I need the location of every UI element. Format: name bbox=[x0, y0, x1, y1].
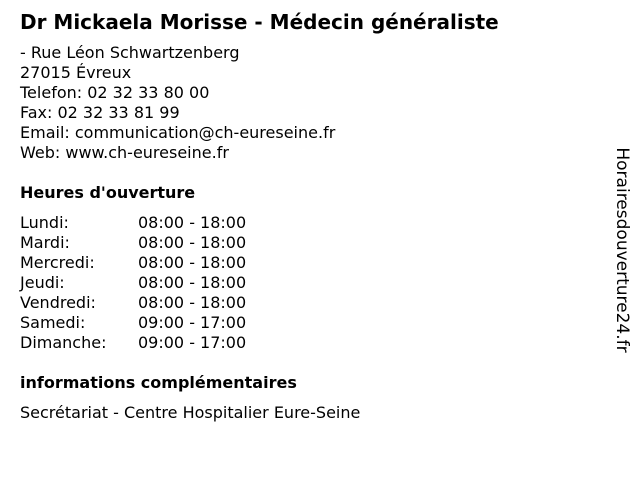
contact-block bbox=[20, 43, 335, 163]
day-label: Mercredi: bbox=[20, 253, 95, 272]
hours-row-thursday bbox=[20, 273, 280, 293]
time-range: 08:00 - 18:00 bbox=[138, 253, 247, 272]
hours-row-saturday bbox=[20, 313, 280, 333]
phone-number: Telefon: 02 32 33 80 00 bbox=[20, 83, 210, 102]
opening-hours-heading: Heures d'ouverture bbox=[20, 183, 196, 202]
address-street: - Rue Léon Schwartzenberg bbox=[20, 43, 240, 62]
time-range: 08:00 - 18:00 bbox=[138, 293, 247, 312]
page-title: Dr Mickaela Morisse - Médecin généraliste bbox=[20, 10, 499, 34]
hours-row-tuesday bbox=[20, 233, 280, 253]
day-label: Jeudi: bbox=[20, 273, 65, 292]
additional-info-text: Secrétariat - Centre Hospitalier Eure-Seine bbox=[20, 403, 361, 422]
email-address: Email: communication@ch-eureseine.fr bbox=[20, 123, 336, 142]
hours-row-friday bbox=[20, 293, 280, 313]
time-range: 09:00 - 17:00 bbox=[138, 313, 247, 332]
day-label: Samedi: bbox=[20, 313, 86, 332]
hours-row-wednesday bbox=[20, 253, 280, 273]
site-watermark: Horairesdouverture24.fr bbox=[612, 147, 632, 353]
day-label: Vendredi: bbox=[20, 293, 96, 312]
additional-info-heading: informations complémentaires bbox=[20, 373, 297, 392]
time-range: 08:00 - 18:00 bbox=[138, 233, 247, 252]
opening-hours-table bbox=[20, 213, 280, 353]
website: Web: www.ch-eureseine.fr bbox=[20, 143, 229, 162]
time-range: 08:00 - 18:00 bbox=[138, 213, 247, 232]
day-label: Dimanche: bbox=[20, 333, 107, 352]
fax-number: Fax: 02 32 33 81 99 bbox=[20, 103, 180, 122]
day-label: Lundi: bbox=[20, 213, 69, 232]
hours-row-monday bbox=[20, 213, 280, 233]
time-range: 08:00 - 18:00 bbox=[138, 273, 247, 292]
address-city: 27015 Évreux bbox=[20, 63, 132, 82]
hours-row-sunday bbox=[20, 333, 280, 353]
day-label: Mardi: bbox=[20, 233, 70, 252]
time-range: 09:00 - 17:00 bbox=[138, 333, 247, 352]
